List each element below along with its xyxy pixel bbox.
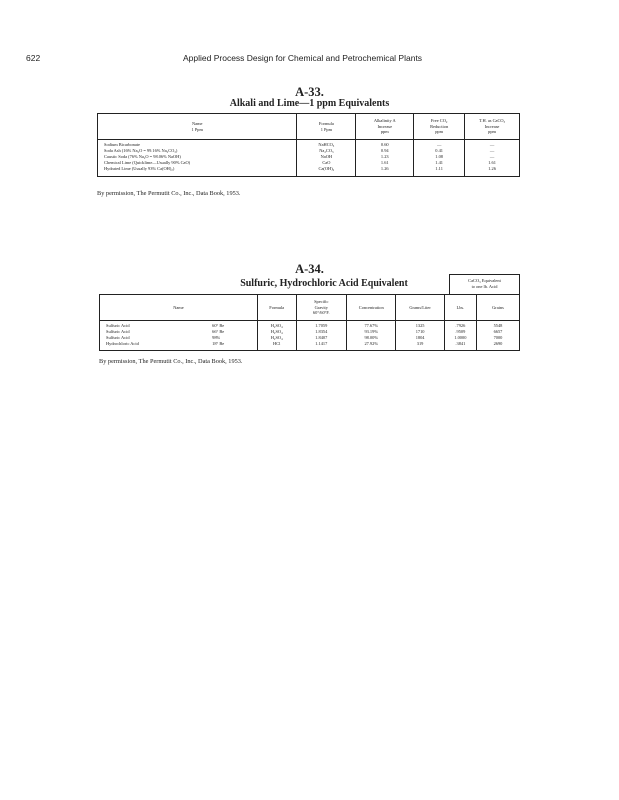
cell-free-co2: 1.41 [414,160,465,166]
cell-specific-gravity: 1.8354 [296,329,346,335]
col-header-alkalinity-line3: ppm [380,129,389,135]
cell-formula: Na₂CO₃ [297,148,356,154]
col-header-sg-line2: Gravity [314,304,328,310]
cell-grains: 6657 [476,329,519,335]
table-a33 [97,113,520,177]
table-a33-header-row [98,114,520,140]
cell-grams-liter: 1325 [396,321,444,330]
cell-th: — [465,148,520,154]
cell-name: Sulfuric Acid [100,321,211,330]
table-row [98,166,520,177]
cell-lbs: .9509 [444,329,476,335]
table-a33-number: A-33. [295,85,324,99]
cell-free-co2: 1.11 [414,166,465,177]
col-header-formula-line2: 1 Ppm [320,126,333,132]
col-header-lbs: Lbs. [444,295,476,321]
cell-concentration: 77.67% [347,321,396,330]
page-number: 622 [26,53,41,63]
table-row [98,140,520,149]
cell-name: Sulfuric Acid [100,335,211,341]
cell-lbs: .3841 [444,341,476,351]
table-a34-header-row [100,295,520,321]
col-header-alkalinity [356,114,414,140]
cell-grade: 18° Be [212,341,225,346]
cell-specific-gravity: 1.1417 [296,341,346,351]
cell-th: — [465,154,520,160]
cell-free-co2: 0.41 [414,148,465,154]
cell-alkalinity: 1.26 [356,166,414,177]
col-header-th-caco3-line3: ppm [488,129,496,135]
cell-grains: 5548 [476,321,519,330]
cell-concentration: 27.92% [347,341,396,351]
col-header-free-co2-line3: ppm [435,129,444,135]
cell-grains: 7000 [476,335,519,341]
col-header-free-co2-line2: Reduction [430,123,449,129]
col-header-formula-line1: Formula [318,121,334,127]
caco3-equivalent-header [449,274,520,294]
cell-formula: CaO [297,160,356,166]
cell-alkalinity: 0.94 [356,148,414,154]
col-header-sg-line1: Specific [314,299,329,305]
col-header-name-line1: Name [191,121,203,127]
cell-name: Sulfuric Acid [100,329,211,335]
cell-concentration: 98.00% [347,335,396,341]
cell-free-co2: 1.08 [414,154,465,160]
cell-grams-liter: 1804 [396,335,444,341]
cell-lbs: .7926 [444,321,476,330]
cell-grams-liter: 1710 [396,329,444,335]
cell-grams-liter: 319 [396,341,444,351]
col-header-th-caco3-line1: T.H. as CaCO₃ [479,118,506,124]
caco3-header-line1: CaCO₃ Equivalent [468,278,501,283]
cell-formula: H₂SO₄ [257,321,296,330]
caco3-header-line2: to one lb. Acid [471,283,498,289]
cell-grade: 98% [212,335,221,340]
col-header-free-co2-line1: Free CO₂ [430,118,448,124]
col-header-formula: Formula [257,295,296,321]
cell-th: 1.61 [465,160,520,166]
cell-alkalinity: 1.61 [356,160,414,166]
cell-name: Hydrochloric Acid [100,341,211,351]
col-header-th-caco3 [465,114,520,140]
cell-concentration: 93.19% [347,329,396,335]
table-a33-title: Alkali and Lime—1 ppm Equivalents [229,98,390,109]
table-a34-title: Sulfuric, Hydrochloric Acid Equivalent [240,278,408,289]
cell-name: Sodium Bicarbonate [104,142,140,147]
col-header-name [98,114,297,140]
col-header-concentration: Concentration [347,295,396,321]
table-a34 [99,294,520,351]
cell-name: Chemical Lime (Quicklime—Usually 90% CaO) [104,160,191,165]
col-header-formula [297,114,356,140]
col-header-th-caco3-line2: Increase [484,123,500,129]
cell-formula: H₂SO₄ [257,329,296,335]
table-row [100,321,520,330]
col-header-sg-line3: 60°/60°F. [312,310,330,316]
col-header-name-line2: 1 Ppm [191,126,203,132]
col-header-alkalinity-line1: Alkalinity A [373,118,396,124]
col-header-grains: Grains [476,295,519,321]
cell-name: Soda Ash (16% Na₂O = 99.16% Na₂CO₃) [104,148,178,153]
cell-specific-gravity: 1.7059 [296,321,346,330]
table-a33-credit: By permission, The Permutit Co., Inc., Data Book, 1953. [97,190,241,197]
cell-formula: Ca(OH)₂ [297,166,356,177]
col-header-specific-gravity [296,295,346,321]
cell-grade: 66° Be [212,329,225,334]
cell-name: Caustic Soda (76% Na₂O = 98.06% NaOH) [104,154,181,159]
col-header-name: Name [173,304,184,310]
cell-grade: 60° Be [212,323,225,328]
col-header-free-co2 [414,114,465,140]
cell-formula: NaOH [297,154,356,160]
cell-th: 1.26 [465,166,520,177]
cell-formula: NaHCO₃ [297,140,356,149]
cell-name: Hydrated Lime (Usually 93% Ca(OH)₂) [104,166,175,171]
cell-lbs: 1.0000 [444,335,476,341]
col-header-grams-liter: Grams/Liter [396,295,444,321]
cell-th: — [465,140,520,149]
cell-formula: H₂SO₄ [257,335,296,341]
cell-formula: HCl [257,341,296,351]
cell-alkalinity: 1.23 [356,154,414,160]
table-a34-credit: By permission, The Permutit Co., Inc., Data Book, 1953. [99,358,243,365]
cell-alkalinity: 0.60 [356,140,414,149]
cell-specific-gravity: 1.8407 [296,335,346,341]
table-a34-number: A-34. [295,262,324,276]
running-head: Applied Process Design for Chemical and Petrochemical Plants [183,53,423,63]
cell-free-co2: — [414,140,465,149]
cell-grains: 2690 [476,341,519,351]
col-header-alkalinity-line2: Increase [377,123,393,129]
table-row [100,341,520,351]
